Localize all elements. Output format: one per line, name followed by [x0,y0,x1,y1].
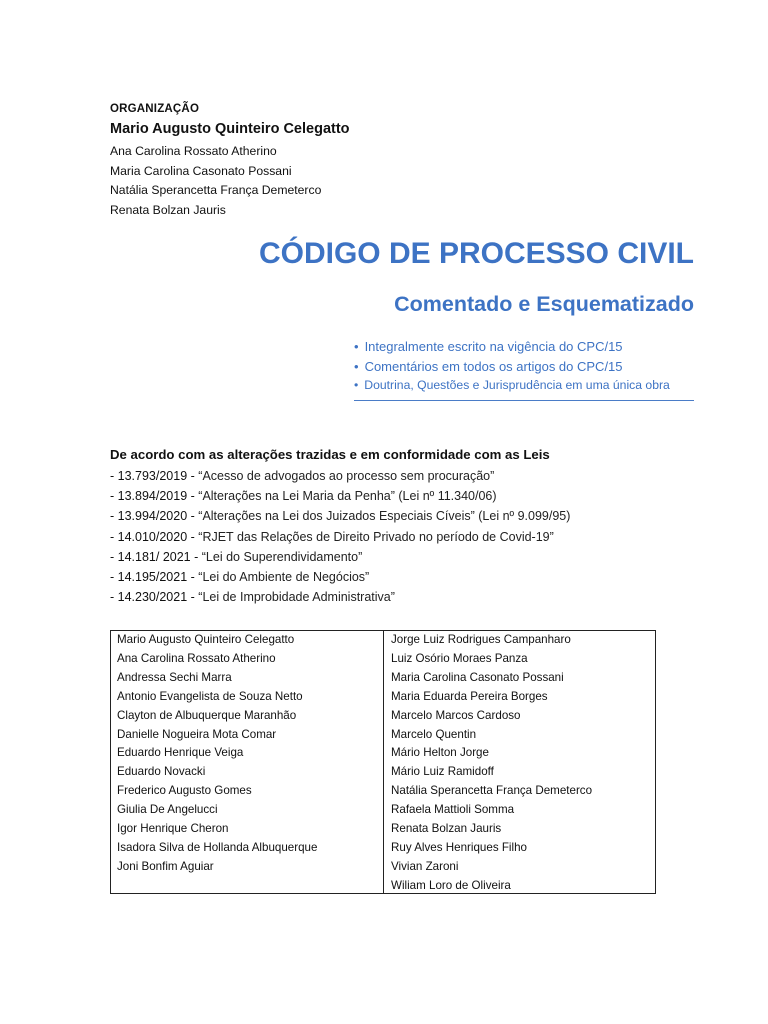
law-number: - 13.793/2019 - [110,469,195,483]
law-description: “Lei de Improbidade Administrativa” [198,590,395,605]
author-name: Eduardo Henrique Veiga [117,746,244,760]
author-name: Igor Henrique Cheron [117,822,229,836]
law-number: - 13.894/2019 - [110,489,195,504]
bullet-icon: • [354,359,359,374]
law-description: “Alterações na Lei dos Juizados Especiais Cíveis” (Lei nº 9.099/95) [198,509,571,524]
authors-column-left [111,631,384,893]
feature-item [354,338,694,356]
author-name: Ana Carolina Rossato Atherino [117,651,276,665]
author-name: Marcelo Marcos Cardoso [391,708,521,722]
organization-member: Maria Carolina Casonato Possani [110,163,292,178]
organization-member: Renata Bolzan Jauris [110,202,226,217]
author-name: Renata Bolzan Jauris [391,822,502,836]
law-item [110,506,710,526]
law-item [110,486,710,506]
author-name: Wiliam Loro de Oliveira [391,878,511,892]
book-title: CÓDIGO DE PROCESSO CIVIL [258,237,694,270]
author-name: Andressa Sechi Marra [117,670,232,684]
law-item [110,547,710,567]
law-number: - 14.181/ 2021 - [110,549,199,564]
authors-column-right [384,631,655,893]
author-name: Isadora Silva de Hollanda Albuquerque [117,840,318,854]
organization-heading: ORGANIZAÇÃO [110,103,200,115]
author-name: Giulia De Angelucci [117,803,218,817]
author-name: Mário Helton Jorge [391,746,489,760]
law-description: “Acesso de advogados ao processo sem procuração” [198,469,495,483]
law-item [110,466,710,486]
laws-section [110,446,710,607]
author-name: Marcelo Quentin [391,727,477,741]
author-name: Antonio Evangelista de Souza Netto [117,689,303,703]
author-name: Natália Sperancetta França Demeterco [391,784,593,798]
author-name: Rafaela Mattioli Somma [391,803,515,817]
law-number: - 14.195/2021 - [110,570,195,585]
author-name: Jorge Luiz Rodrigues Campanharo [391,633,571,646]
feature-text: Integralmente escrito na vigência do CPC/15 [364,339,623,354]
law-description: “Lei do Superendividamento” [201,549,363,564]
bullet-icon: • [354,339,359,354]
bullet-icon: • [354,378,359,392]
organization-block [110,102,510,220]
author-name: Maria Carolina Casonato Possani [391,670,564,684]
author-name: Joni Bonfim Aguiar [117,859,214,873]
author-name: Vivian Zaroni [391,859,459,873]
author-name: Ruy Alves Henriques Filho [391,840,527,854]
feature-item [354,378,694,394]
law-item [110,567,710,587]
author-name: Mário Luiz Ramidoff [391,765,494,779]
author-name: Mario Augusto Quinteiro Celegatto [117,633,295,646]
law-description: “RJET das Relações de Direito Privado no período de Covid-19” [198,529,554,544]
organization-member: Ana Carolina Rossato Atherino [110,144,277,158]
organization-lead-author: Mario Augusto Quinteiro Celegatto [110,121,350,137]
law-number: - 13.994/2020 - [110,509,195,524]
author-name: Clayton de Albuquerque Maranhão [117,708,297,722]
feature-text: Doutrina, Questões e Jurisprudência em uma única obra [364,378,670,392]
book-subtitle: Comentado e Esquematizado [394,292,694,316]
author-name: Eduardo Novacki [117,765,206,779]
feature-list [354,338,694,401]
author-name: Frederico Augusto Gomes [117,784,252,798]
law-number: - 14.230/2021 - [110,590,195,605]
feature-text: Comentários em todos os artigos do CPC/15 [364,359,623,374]
law-description: “Alterações na Lei Maria da Penha” (Lei nº 11.340/06) [198,489,497,504]
law-item [110,587,710,607]
laws-heading: De acordo com as alterações trazidas e em conformidade com as Leis [110,447,550,462]
organization-member: Natália Sperancetta França Demeterco [110,183,322,197]
law-number: - 14.010/2020 - [110,529,195,544]
author-name: Danielle Nogueira Mota Comar [117,727,277,741]
author-name: Maria Eduarda Pereira Borges [391,689,548,703]
feature-item [354,358,694,376]
law-description: “Lei do Ambiente de Negócios” [198,570,370,585]
author-name: Luiz Osório Moraes Panza [391,651,528,665]
law-item [110,527,710,547]
authors-table [110,630,656,894]
